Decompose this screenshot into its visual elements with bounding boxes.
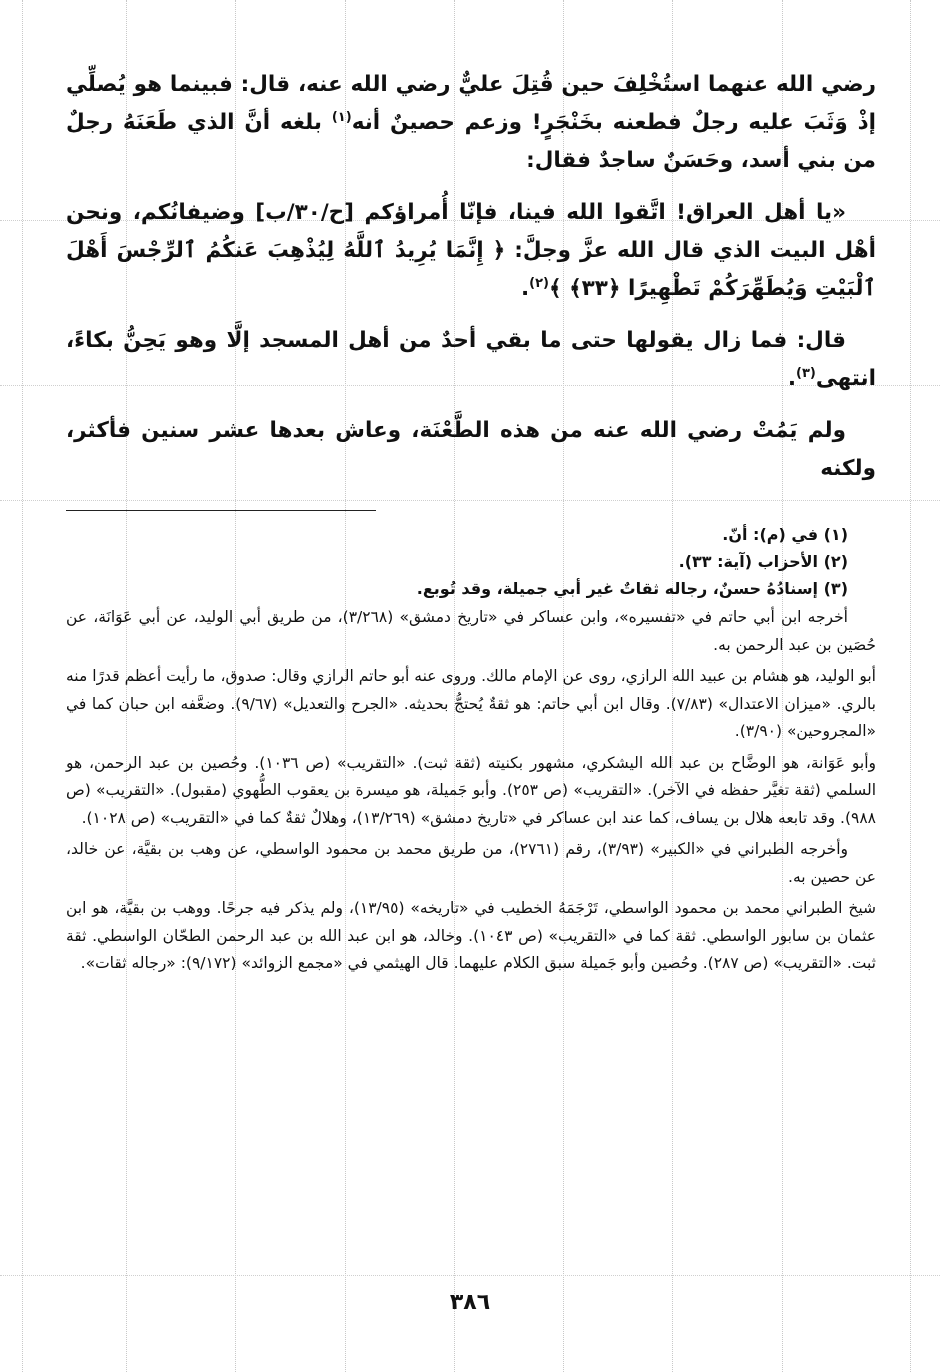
footnote-paragraph: وأخرجه الطبراني في «الكبير» (٣/٩٣)، رقم (٢٧٦١)، من طريق محمد بن محمود الواسطي، عن وهب بن بقيَّة، عن خالد، عن حصين به. bbox=[66, 840, 876, 886]
footnote-paragraph: أبو الوليد، هو هشام بن عبيد الله الرازي، روى عن الإمام مالك. وروى عنه أبو حاتم الرازي وقال: صدوق، ما رأيت أعظم قدرًا منه بالري. «ميزان الاعتدال» (٧/٨٣). وقال ابن أبي حاتم: هو ثقةٌ يُحتجُّ بحديثه. «الجرح والتعديل» (٩/٦٧). وضعَّفه ابن حبان كما في «المجروحين» (٣/٩٠). bbox=[66, 667, 876, 740]
page-number: ٣٨٦ bbox=[449, 1290, 491, 1315]
scan-guide-line bbox=[22, 0, 23, 1372]
footnote-paragraph: أخرجه ابن أبي حاتم في «تفسيره»، وابن عساكر في «تاريخ دمشق» (٣/٢٦٨)، من طريق أبي الوليد، عن أبي عَوَانَة، عن حُصَين بن عبد الرحمن به. bbox=[66, 608, 876, 654]
footnote-ref[interactable]: (١) bbox=[331, 109, 352, 125]
footnotes bbox=[66, 521, 876, 978]
main-paragraph-2 bbox=[66, 194, 876, 308]
page-body bbox=[66, 66, 876, 982]
main-paragraph-3 bbox=[66, 322, 876, 398]
footnote-ref[interactable]: (٢) bbox=[529, 275, 549, 291]
paragraph-text: «يا أهل العراق! اتَّقوا الله فينا، فإنّا أُمراؤكم [ح/٣٠/ب] وضيفانُكم، ونحن أهْل البيت الذي قال الله عزَّ وجلَّ: bbox=[66, 200, 876, 263]
main-paragraph-4: ولم يَمُتْ رضي الله عنه من هذه الطَّعْنَة، وعاش بعدها عشر سنين فأكثر، ولكنه bbox=[66, 418, 876, 481]
footnote-divider bbox=[66, 510, 376, 511]
paragraph-text: بلغه أنَّ الذي طَعَنَهُ رجلٌ من بني أسد، وحَسَنٌ ساجدٌ فقال: bbox=[66, 110, 876, 173]
scan-guide-line bbox=[0, 1275, 940, 1276]
footnote-2: (٢) الأحزاب (آية: ٣٣). bbox=[678, 552, 848, 571]
paragraph-text: . bbox=[787, 366, 796, 391]
footnote-ref[interactable]: (٣) bbox=[795, 365, 816, 381]
paragraph-text: . bbox=[520, 276, 530, 301]
footnote-paragraph: وأبو عَوَانة، هو الوضَّاح بن عبد الله اليشكري، مشهور بكنيته (ثقة ثبت). «التقريب» (ص ١٠٣٦). وحُصين بن عبد الرحمن، هو السلمي (ثقة تغيَّر حفظه في الآخر). «التقريب» (ص ٢٥٣). وأبو جَميلة، هو ميسرة بن يعقوب الطُّهوي (مقبول). «التقريب» (ص ٩٨٨). وقد تابعه هلال بن يساف، كما عند ابن عساكر في «تاريخ دمشق» (١٣/٢٦٩)، وهلالٌ ثقةٌ كما في «التقريب» (ص ١٠٢٨). bbox=[66, 753, 876, 827]
scan-guide-line bbox=[910, 0, 911, 1372]
quran-verse: ﴿ إِنَّمَا يُرِيدُ ٱللَّهُ لِيُذْهِبَ عَنكُمُ ٱلرِّجْسَ أَهْلَ ٱلْبَيْتِ وَيُطَهِّرَكُمْ تَطْهِيرًا ﴿٣٣﴾ ﴾ bbox=[66, 238, 876, 301]
paragraph-text: قال: فما زال يقولها حتى ما بقي أحدٌ من أهل المسجد إلَّا وهو يَحِنُّ بكاءً، انتهى bbox=[66, 328, 876, 391]
footnote-divider-wrap bbox=[66, 510, 876, 511]
footnote-3: (٣) إسنادُهُ حسنٌ، رجاله ثقاتٌ غير أبي جميلة، وقد تُوبع. bbox=[416, 579, 848, 598]
paragraph-text: رضي الله عنهما استُخْلِفَ حين قُتِلَ عليٌّ رضي الله عنه، قال: فبينما هو يُصلِّي إذْ وَثَبَ عليه رجلٌ فطعنه بخَنْجَرٍ! وزعم حصينٌ أنه bbox=[66, 72, 876, 135]
footnote-paragraph: شيخ الطبراني محمد بن محمود الواسطي، تَرْجَمَهُ الخطيب في «تاريخه» (١٣/٩٥)، ولم يذكر فيه جرحًا. ووهب بن بقيَّة، هو ابن عثمان بن سابور الواسطي. ثقة كما في «التقريب» (ص ١٠٤٣). وخالد، هو ابن عبد الله بن عبد الرحمن الطحّان الواسطي. ثقة ثبت. «التقريب» (ص ٢٨٧). وحُصين وأبو جَميلة سبق الكلام عليهما. قال الهيثمي في «مجمع الزوائد» (٩/١٧٢): «رجاله ثقات». bbox=[66, 899, 876, 972]
footnote-1: (١) في (م): أنّ. bbox=[722, 525, 848, 544]
main-paragraph-1 bbox=[66, 66, 876, 180]
